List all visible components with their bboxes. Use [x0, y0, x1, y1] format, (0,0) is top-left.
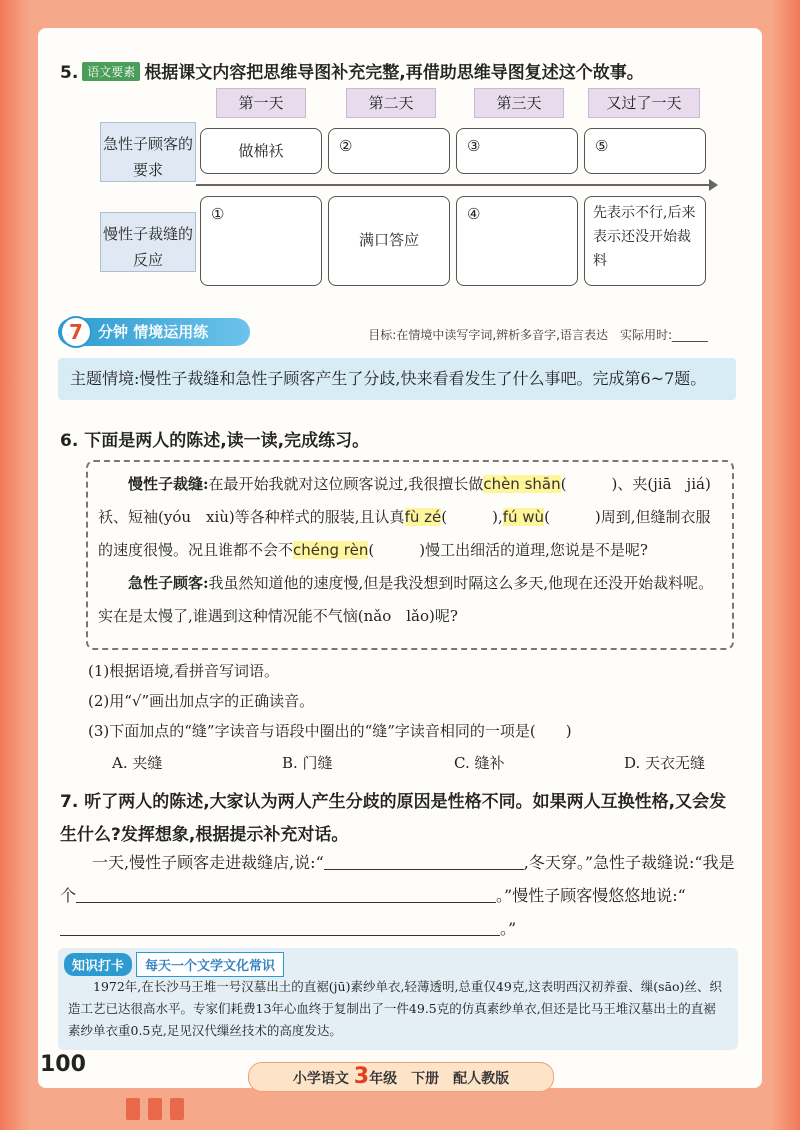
sub-question-3: (3)下面加点的“缝”字读音与语段中圈出的“缝”字读音相同的一项是( ) — [88, 722, 572, 740]
blank-3[interactable] — [60, 935, 500, 936]
sub-question-2: (2)用“√”画出加点字的正确读音。 — [88, 692, 315, 710]
pinyin-3: fú wù — [502, 508, 545, 526]
section-badge: 7 分钟 情境运用练 — [58, 318, 250, 346]
page-number: 100 — [40, 1052, 86, 1077]
blank-2[interactable] — [76, 902, 496, 903]
section-goal: 目标:在情境中读写字词,辨析多音字,语言表达 实际用时:______ — [368, 328, 708, 342]
bottom-box-2: 满口答应 — [328, 196, 450, 286]
section-header — [58, 318, 718, 348]
pinyin-1: chèn shān — [483, 475, 561, 493]
bottom-box-4: 先表示不行,后来表示还没开始裁料 — [584, 196, 706, 286]
option-d[interactable]: D. 天衣无缝 — [624, 754, 706, 772]
day-1: 第一天 — [216, 88, 306, 118]
blank-1[interactable] — [324, 869, 524, 870]
question-6: 6. 下面是两人的陈述,读一读,完成练习。 — [60, 431, 370, 451]
option-a[interactable]: A. 夹缝 — [112, 754, 163, 772]
decorative-bars — [126, 1098, 192, 1124]
top-box-4[interactable]: ⑤ — [584, 128, 706, 174]
timeline-arrow — [196, 184, 716, 186]
dialog-box: 慢性子裁缝:在最开始我就对这位顾客说过,我很擅长做chèn shān( )、夹(jiā jiá)袄、短袖(yóu xiù)等各种样式的服装,且认真fù zé( ),fú wù( )周到,但缝制衣服的速度很慢。况且谁都不会不chéng rèn( )慢工出细活的道理,您说是不是呢? 急性子顾客:我虽然知道他的速度慢,但是我没想到时隔这么多天,他现在还没开始裁料呢。实在是太慢了,谁遇到这种情况能不气恼(nǎo lǎo)呢? — [86, 460, 734, 650]
bottom-box-1[interactable]: ① — [200, 196, 322, 286]
footer-badge: 小学语文 3年级 下册 配人教版 — [248, 1062, 554, 1092]
theme-box: 主题情境:慢性子裁缝和急性子顾客产生了分歧,快来看看发生了什么事吧。完成第6~7题。 — [58, 358, 736, 400]
sub-question-1: (1)根据语境,看拼音写词语。 — [88, 662, 280, 680]
top-box-1: 做棉袄 — [200, 128, 322, 174]
top-box-2[interactable]: ② — [328, 128, 450, 174]
day-3: 第三天 — [474, 88, 564, 118]
label-customer: 急性子顾客的要求 — [100, 122, 196, 182]
question-7: 7. 听了两人的陈述,大家认为两人产生分歧的原因是性格不同。如果两人互换性格,又会发生什么?发挥想象,根据提示补充对话。 — [60, 792, 727, 845]
tag-badge: 语文要素 — [82, 62, 140, 81]
knowledge-box — [58, 948, 738, 1050]
label-tailor: 慢性子裁缝的反应 — [100, 212, 196, 272]
knowledge-header: 知识打卡 每天一个文学文化常识 — [64, 952, 284, 974]
option-b[interactable]: B. 门缝 — [282, 754, 333, 772]
question-5: 5. 语文要素 根据课文内容把思维导图补充完整,再借助思维导图复述这个故事。 — [60, 63, 644, 83]
knowledge-text: 1972年,在长沙马王堆一号汉墓出土的直裾(jū)素纱单衣,轻薄透明,总重仅49克,这表明西汉初养蚕、缫(sāo)丝、织造工艺已达很高水平。专家们耗费13年心血终于复制出了一件49.5克的仿真素纱单衣,但还是比马王堆汉墓出土的直裾素纱单衣重0.5克,足见汉代缫丝技术的高度发达。 — [68, 979, 722, 1038]
day-4: 又过了一天 — [588, 88, 700, 118]
dialog-fill: 一天,慢性子顾客走进裁缝店,说:“ ,冬天穿。”急性子裁缝说:“我是个 。”慢性子顾客慢悠悠地说:“。” — [60, 853, 735, 938]
pinyin-2: fù zé — [404, 508, 442, 526]
pinyin-4: chéng rèn — [293, 541, 369, 559]
day-2: 第二天 — [346, 88, 436, 118]
option-c[interactable]: C. 缝补 — [454, 754, 505, 772]
bottom-box-3[interactable]: ④ — [456, 196, 578, 286]
top-box-3[interactable]: ③ — [456, 128, 578, 174]
